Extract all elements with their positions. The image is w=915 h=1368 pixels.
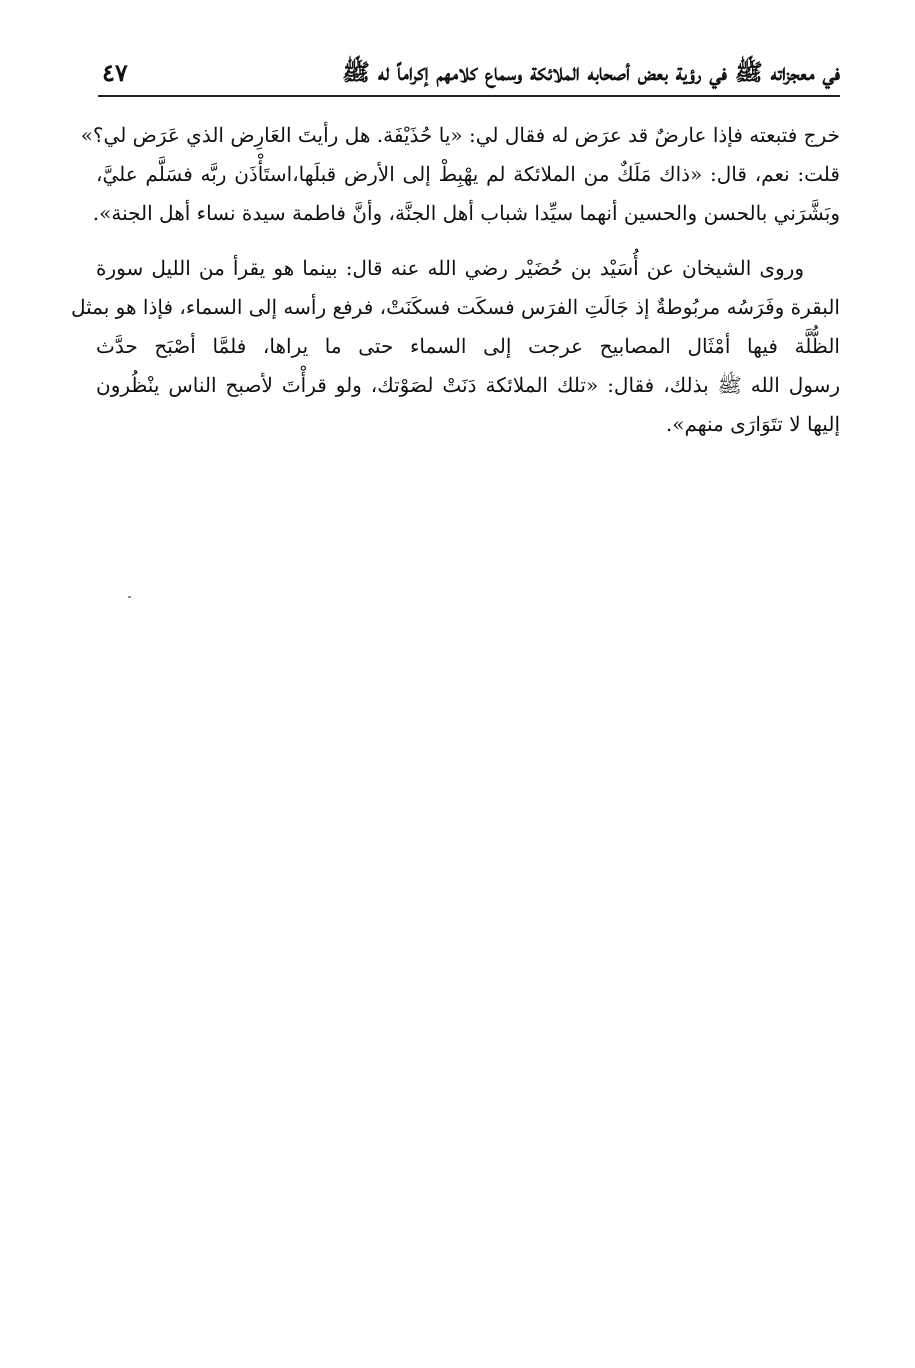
paragraph-2 bbox=[70, 249, 840, 444]
text-line: إليها لا تتَوَارَى منهم». bbox=[665, 412, 840, 436]
text-line: وبَشَّرَني بالحسن والحسين أنهما سيِّدا شباب أهل الجنَّة، وأنَّ فاطمة سيدة نساء أهل الجنة». bbox=[92, 201, 840, 225]
text-line: البقرة وفَرَسُه مربُوطةٌ إذ جَالَتِ الفرَس فسكَت فسكَنَتْ، فرفع رأسه إلى السماء، فإذا هو بمثل bbox=[70, 295, 840, 319]
header-divider bbox=[98, 95, 840, 97]
paragraph-spacer bbox=[96, 233, 840, 249]
text-line: خرج فتبعته فإذا عارضٌ قد عرَض له فقال لي: «يا حُذَيْفَة. هل رأيتَ العَارِض الذي عَرَض لي؟» bbox=[80, 123, 840, 147]
page-number: ٤٧ bbox=[102, 58, 128, 87]
scan-speck bbox=[128, 596, 131, 598]
text-line: وروى الشيخان عن أُسَيْد بن حُضَيْر رضي الله عنه قال: بينما هو يقرأ من الليل سورة bbox=[96, 256, 804, 280]
chapter-title: في معجزاته ﷺ في رؤية بعض أصحابه الملائكة وسماع كلامهم إكراماً له ﷺ bbox=[342, 59, 840, 86]
running-header bbox=[98, 52, 840, 94]
text-line: رسول الله ﷺ بذلك، فقال: «تلك الملائكة دَنَتْ لصَوْتك، ولو قرأْتَ لأصبح الناس ينْظُرون bbox=[96, 373, 840, 397]
paragraph-1 bbox=[80, 116, 840, 233]
body-text bbox=[70, 116, 840, 444]
text-line: قلت: نعم، قال: «ذاك مَلَكٌ من الملائكة لم يهْبِطْ إلى الأرض قبلَها،استَأْذَن ربَّه فسَلَّم عليَّ، bbox=[96, 162, 840, 186]
text-line: الظُّلَّة فيها أمْثَال المصابيح عرجت إلى السماء حتى ما يراها، فلمَّا أصْبَح حدَّث bbox=[96, 334, 840, 358]
